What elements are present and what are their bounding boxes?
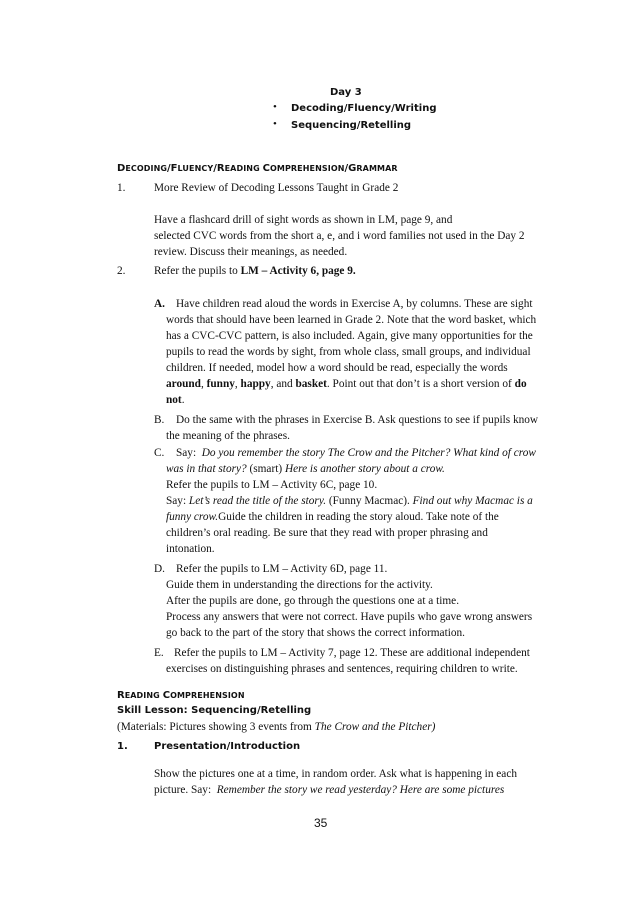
- materials-line: (Materials: Pictures showing 3 events from The Crow and the Pitcher): [117, 721, 436, 733]
- section-heading-decoding: DECODING/FLUENCY/READING COMPREHENSION/GRAMMAR: [117, 163, 398, 174]
- item-number: 1.: [117, 182, 126, 194]
- header-bullet-1: Decoding/Fluency/Writing: [291, 103, 437, 114]
- sub-item-letter: C.: [154, 447, 165, 459]
- bullet-icon: •: [273, 118, 277, 130]
- paragraph-line: children. If needed, model how a word should be read, especially the words: [166, 362, 508, 374]
- item-number: 2.: [117, 265, 126, 277]
- paragraph-line: exercises on distinguishing phrases and sentences, requiring children to write.: [166, 663, 518, 675]
- paragraph-line: After the pupils are done, go through the questions one at a time.: [166, 595, 460, 607]
- paragraph-line: Have children read aloud the words in Exercise A, by columns. These are sight: [176, 298, 533, 310]
- header-bullet-2: Sequencing/Retelling: [291, 120, 412, 131]
- paragraph-line: Refer the pupils to LM – Activity 6C, page 10.: [166, 479, 378, 491]
- paragraph-line: pupils to read the words by sight, from whole class, small groups, and individual: [166, 346, 531, 358]
- paragraph-line: was in that story? (smart) Here is another story about a crow.: [166, 463, 445, 475]
- paragraph-line: has a CVC-CVC pattern, is also included. Again, give many opportunities for the: [166, 330, 533, 342]
- paragraph-line: not.: [166, 394, 185, 406]
- day-title: Day 3: [330, 87, 362, 98]
- paragraph-line: review. Discuss their meanings, as needed.: [154, 246, 348, 258]
- paragraph-line: Say: Do you remember the story The Crow and the Pitcher? What kind of crow: [176, 447, 536, 459]
- paragraph-line: Say: Let’s read the title of the story. (Funny Macmac). Find out why Macmac is a: [166, 495, 533, 507]
- paragraph-line: Do the same with the phrases in Exercise B. Ask questions to see if pupils know: [176, 414, 539, 426]
- paragraph-line: intonation.: [166, 543, 215, 555]
- paragraph-line: picture. Say: Remember the story we read yesterday? Here are some pictures: [154, 784, 505, 796]
- item-title: Refer the pupils to LM – Activity 6, page 9.: [154, 265, 356, 277]
- skill-lesson-title: Skill Lesson: Sequencing/Retelling: [117, 705, 312, 716]
- item-number: 1.: [117, 741, 128, 752]
- sub-item-letter: E.: [154, 647, 164, 659]
- paragraph-line: children’s oral reading. Be sure that they read with proper phrasing and: [166, 527, 488, 539]
- paragraph-line: funny crow.Guide the children in reading the story aloud. Take note of the: [166, 511, 499, 523]
- page-number: 35: [314, 816, 328, 830]
- paragraph-line: go back to the part of the story that shows the correct information.: [166, 627, 465, 639]
- sub-item-letter: A.: [154, 298, 165, 310]
- sub-item-letter: B.: [154, 414, 165, 426]
- paragraph-line: Refer the pupils to LM – Activity 6D, page 11.: [176, 563, 388, 575]
- paragraph-line: the meaning of the phrases.: [166, 430, 290, 442]
- item-title: More Review of Decoding Lessons Taught in Grade 2: [154, 182, 399, 194]
- paragraph-line: Guide them in understanding the directions for the activity.: [166, 579, 433, 591]
- item-title: Presentation/Introduction: [154, 741, 301, 752]
- paragraph-line: selected CVC words from the short a, e, and i word families not used in the Day 2: [154, 230, 525, 242]
- paragraph-line: Have a flashcard drill of sight words as shown in LM, page 9, and: [154, 214, 453, 226]
- paragraph-line: words that should have been learned in Grade 2. Note that the word basket, which: [166, 314, 537, 326]
- paragraph-line: Show the pictures one at a time, in random order. Ask what is happening in each: [154, 768, 517, 780]
- paragraph-line: Process any answers that were not correct. Have pupils who gave wrong answers: [166, 611, 533, 623]
- paragraph-line: around, funny, happy, and basket. Point out that don’t is a short version of do: [166, 378, 527, 390]
- section-heading-reading: READING COMPREHENSION: [117, 690, 245, 701]
- paragraph-line: Refer the pupils to LM – Activity 7, page 12. These are additional independent: [174, 647, 530, 659]
- sub-item-letter: D.: [154, 563, 165, 575]
- bullet-icon: •: [273, 101, 277, 113]
